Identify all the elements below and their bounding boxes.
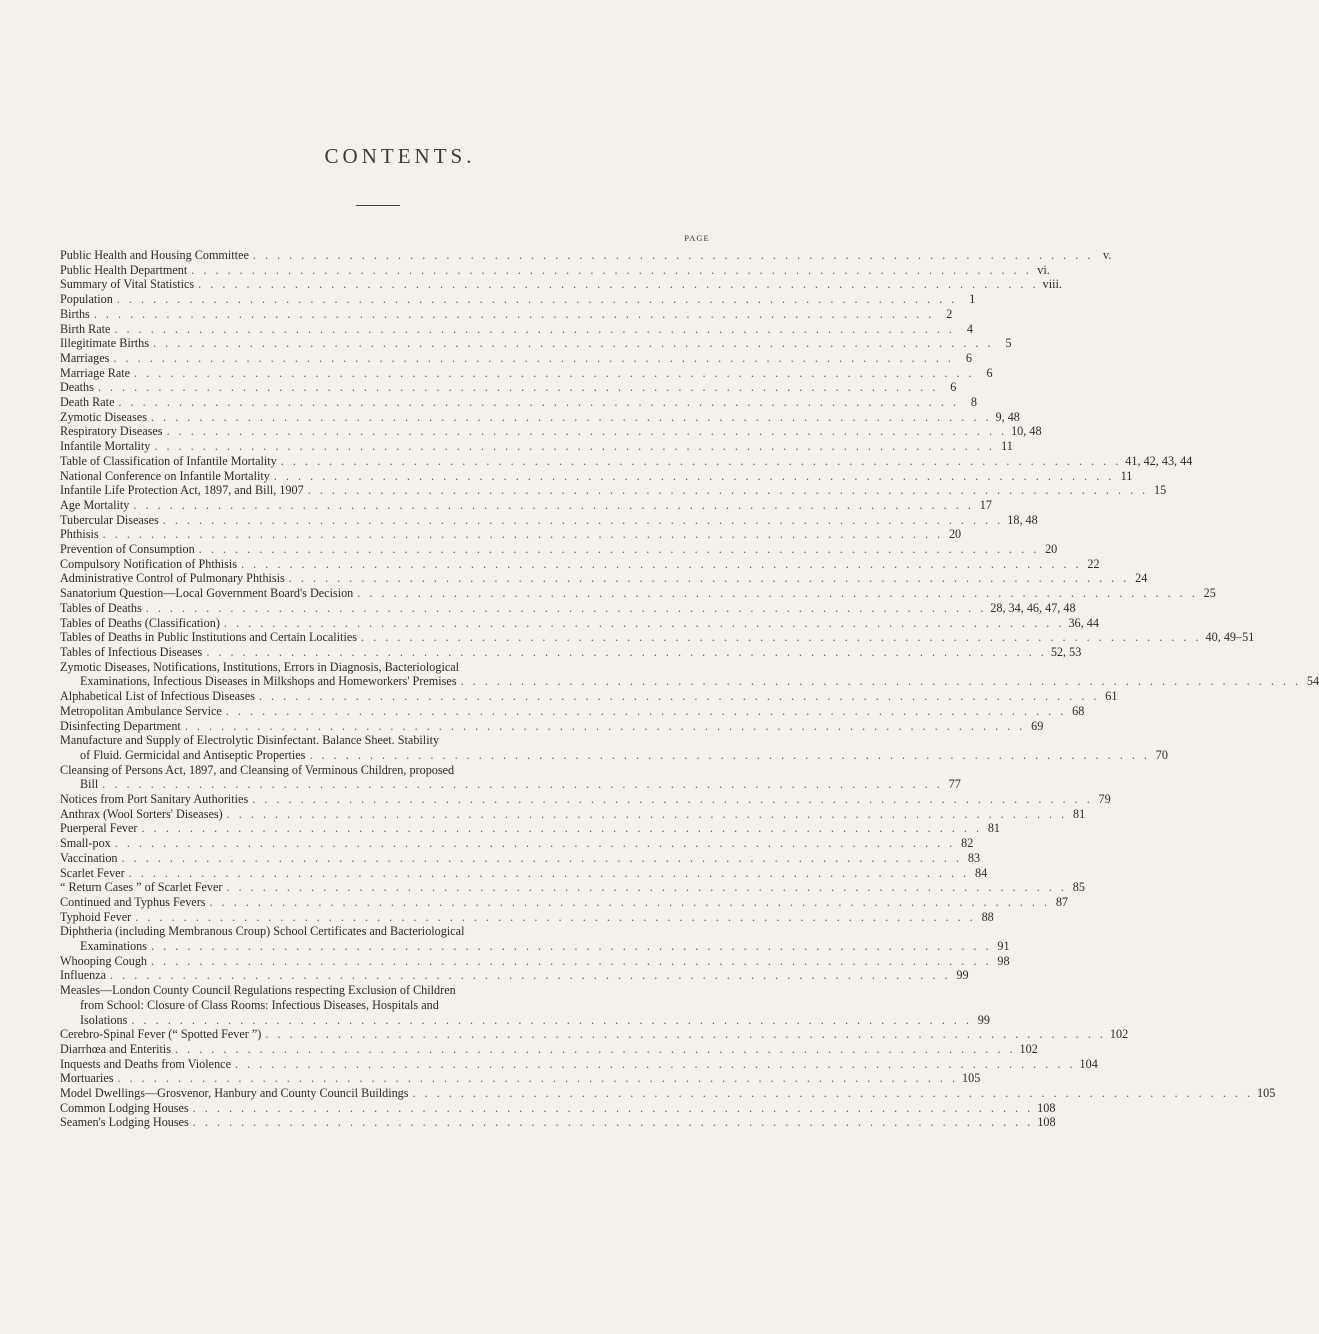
leader-dots: . . . . . . . . . . . . . . . . . . . . . . . . . . . . . . . . . . . . . . . . . . . . . . . . . . . . . . . . . . . . . . . . . . . . . . [241, 556, 1082, 571]
toc-entry [60, 762, 961, 792]
leader-dots: . . . . . . . . . . . . . . . . . . . . . . . . . . . . . . . . . . . . . . . . . . . . . . . . . . . . . . . . . . . . . . . . . . . . . . [198, 277, 1039, 292]
toc-entry-label: Compulsory Notification of Phthisis [60, 556, 238, 571]
toc-entry-page: 15 [1154, 483, 1167, 498]
leader-dots: . . . . . . . . . . . . . . . . . . . . . . . . . . . . . . . . . . . . . . . . . . . . . . . . . . . . . . . . . . . . . . . . . . . . . . [114, 321, 955, 336]
toc-entry-page: 87 [1055, 894, 1069, 909]
page-column-header: PAGE [684, 233, 710, 243]
toc-entry-label: Seamen's Lodging Houses [60, 1115, 189, 1130]
toc-entry-label: Model Dwellings—Grosvenor, Hanbury and County Council Buildings [60, 1086, 409, 1101]
leader-dots: . . . . . . . . . . . . . . . . . . . . . . . . . . . . . . . . . . . . . . . . . . . . . . . . . . . . . . . . . . . . . . . . . . . . . . [198, 542, 1040, 557]
toc-entry [60, 733, 1168, 762]
toc-entry [60, 468, 1133, 484]
toc-entry-page: 54 [1306, 674, 1319, 689]
toc-entry-page: 20 [948, 527, 962, 542]
leader-dots: . . . . . . . . . . . . . . . . . . . . . . . . . . . . . . . . . . . . . . . . . . . . . . . . . . . . . . . . . . . . . . . . . . . . . . [361, 630, 1202, 645]
toc-entry [60, 483, 1167, 498]
toc-entry-label: Puerperal Fever [60, 821, 138, 836]
toc-entry [60, 909, 994, 925]
toc-entry-label: Marriages [60, 350, 110, 365]
leader-dots: . . . . . . . . . . . . . . . . . . . . . . . . . . . . . . . . . . . . . . . . . . . . . . . . . . . . . . . . . . . . . . . . . . . . . . [192, 1115, 1034, 1130]
toc-entry-label: Population [60, 292, 113, 307]
toc-entry-page: 28, 34, 46, 47, 48 [990, 600, 1076, 615]
leader-dots: . . . . . . . . . . . . . . . . . . . . . . . . . . . . . . . . . . . . . . . . . . . . . . . . . . . . . . . . . . . . . . . . . . . . . . [460, 674, 1302, 689]
toc-entry [60, 924, 1010, 954]
toc-entry [60, 556, 1100, 572]
toc-entry-page: 25 [1203, 586, 1216, 601]
toc-entry-page: 99 [977, 1012, 990, 1027]
toc-entry-label: Deaths [60, 380, 94, 395]
toc-entry-label: Metropolitan Ambulance Service [60, 703, 222, 718]
leader-dots: . . . . . . . . . . . . . . . . . . . . . . . . . . . . . . . . . . . . . . . . . . . . . . . . . . . . . . . . . . . . . . . . . . . . . . [133, 497, 974, 512]
toc-entry-label: Administrative Control of Pulmonary Phthisis [60, 571, 285, 586]
toc-entry-label: Public Health Department [60, 262, 188, 277]
table-of-contents [60, 248, 1319, 1130]
toc-entry-page: 69 [1031, 718, 1044, 733]
leader-dots: . . . . . . . . . . . . . . . . . . . . . . . . . . . . . . . . . . . . . . . . . . . . . . . . . . . . . . . . . . . . . . . . . . . . . . [309, 747, 1150, 762]
toc-entry-page: 18, 48 [1007, 512, 1038, 527]
toc-entry [60, 306, 953, 322]
leader-dots: . . . . . . . . . . . . . . . . . . . . . . . . . . . . . . . . . . . . . . . . . . . . . . . . . . . . . . . . . . . . . . . . . . . . . . [151, 939, 992, 954]
toc-entry-page: 6 [986, 365, 993, 380]
toc-entry-label: Anthrax (Wool Sorters' Diseases) [60, 806, 223, 821]
toc-entry-page: 9, 48 [995, 409, 1020, 424]
page-title: CONTENTS. [324, 144, 476, 168]
toc-entry-page: 1 [969, 292, 976, 307]
toc-entry-label: Public Health and Housing Committee [60, 248, 249, 262]
toc-entry-page: 108 [1037, 1115, 1056, 1130]
toc-entry-page: 102 [1019, 1041, 1038, 1056]
toc-entry-label: National Conference on Infantile Mortality [60, 468, 270, 483]
toc-entry-label-line: Zymotic Diseases, Notifications, Institutions, Errors in Diagnosis, Bacteriological [60, 659, 460, 674]
toc-entry [60, 586, 1216, 601]
toc-entry [60, 292, 976, 307]
toc-entry-page: 41, 42, 43, 44 [1125, 453, 1193, 468]
toc-entry [60, 630, 1255, 645]
toc-entry-label-line: Examinations [80, 939, 148, 954]
toc-entry-label: Inquests and Deaths from Violence [60, 1056, 231, 1071]
toc-entry-label: Alphabetical List of Infectious Diseases [60, 689, 255, 704]
toc-entry [60, 321, 973, 337]
toc-entry [60, 615, 1099, 631]
toc-entry [60, 1100, 1056, 1116]
toc-entry-label: Scarlet Fever [60, 865, 125, 880]
toc-entry-label: Births [60, 306, 90, 321]
toc-entry-label-line: Cleansing of Persons Act, 1897, and Cleansing of Verminous Children, proposed [60, 762, 455, 777]
toc-entry-page: 82 [961, 836, 974, 851]
toc-entry [60, 718, 1044, 734]
toc-entry-label: Tables of Deaths in Public Institutions and Certain Localities [60, 630, 358, 645]
toc-entry [60, 1086, 1276, 1101]
leader-dots: . . . . . . . . . . . . . . . . . . . . . . . . . . . . . . . . . . . . . . . . . . . . . . . . . . . . . . . . . . . . . . . . . . . . . . [97, 380, 939, 395]
toc-entry-label: Notices from Port Sanitary Authorities [60, 792, 249, 807]
toc-entry-label-line: Measles—London County Council Regulations respecting Exclusion of Children [60, 983, 456, 998]
toc-entry-page: 22 [1087, 556, 1100, 571]
leader-dots: . . . . . . . . . . . . . . . . . . . . . . . . . . . . . . . . . . . . . . . . . . . . . . . . . . . . . . . . . . . . . . . . . . . . . . [134, 365, 975, 380]
toc-entry-page: 98 [997, 953, 1010, 968]
toc-entry-label: Illegitimate Births [60, 336, 150, 351]
toc-entry [60, 439, 1013, 454]
toc-entry [60, 395, 977, 410]
toc-entry-page: 81 [1073, 806, 1086, 821]
leader-dots: . . . . . . . . . . . . . . . . . . . . . . . . . . . . . . . . . . . . . . . . . . . . . . . . . . . . . . . . . . . . . . . . . . . . . . [154, 439, 995, 454]
toc-entry-label: Disinfecting Department [60, 718, 181, 733]
leader-dots: . . . . . . . . . . . . . . . . . . . . . . . . . . . . . . . . . . . . . . . . . . . . . . . . . . . . . . . . . . . . . . . . . . . . . . [145, 600, 987, 615]
toc-entry [60, 689, 1118, 704]
toc-entry [60, 512, 1038, 528]
toc-entry [60, 1041, 1038, 1057]
toc-entry-label: “ Return Cases ” of Scarlet Fever [60, 880, 223, 895]
toc-entry [60, 880, 1085, 895]
toc-entry [60, 350, 972, 366]
leader-dots: . . . . . . . . . . . . . . . . . . . . . . . . . . . . . . . . . . . . . . . . . . . . . . . . . . . . . . . . . . . . . . . . . . . . . . [141, 821, 983, 836]
toc-entry-page: 105 [1257, 1086, 1276, 1101]
toc-entry-page: 24 [1135, 571, 1148, 586]
toc-entry [60, 453, 1193, 469]
toc-entry-label: Sanatorium Question—Local Government Board's Decision [60, 586, 354, 601]
toc-entry-page: v. [1103, 248, 1112, 262]
toc-entry-label: Infantile Life Protection Act, 1897, and Bill, 1907 [60, 483, 304, 498]
toc-entry-label: Whooping Cough [60, 953, 148, 968]
leader-dots: . . . . . . . . . . . . . . . . . . . . . . . . . . . . . . . . . . . . . . . . . . . . . . . . . . . . . . . . . . . . . . . . . . . . . . [223, 615, 1065, 630]
leader-dots: . . . . . . . . . . . . . . . . . . . . . . . . . . . . . . . . . . . . . . . . . . . . . . . . . . . . . . . . . . . . . . . . . . . . . . [192, 1100, 1034, 1115]
toc-entry [60, 894, 1069, 910]
toc-entry-page: 68 [1072, 703, 1085, 718]
toc-entry [60, 365, 993, 381]
toc-entry [60, 865, 988, 881]
toc-entry [60, 850, 981, 866]
toc-entry-label: Cerebro-Spinal Fever (“ Spotted Fever ”) [60, 1027, 262, 1042]
toc-entry [60, 262, 1050, 278]
toc-entry-page: 102 [1109, 1027, 1129, 1042]
leader-dots: . . . . . . . . . . . . . . . . . . . . . . . . . . . . . . . . . . . . . . . . . . . . . . . . . . . . . . . . . . . . . . . . . . . . . . [102, 527, 944, 542]
toc-entry [60, 659, 1319, 689]
toc-entry-label-line: Bill [80, 777, 99, 792]
toc-entry-page: vi. [1037, 262, 1050, 277]
toc-entry [60, 953, 1010, 969]
toc-entry [60, 277, 1062, 292]
toc-entry [60, 1071, 981, 1086]
toc-entry-label: Tables of Infectious Diseases [60, 644, 203, 659]
toc-entry-page: 70 [1155, 747, 1168, 762]
toc-entry-page: 88 [981, 909, 994, 924]
toc-entry-page: 10, 48 [1011, 424, 1042, 439]
toc-entry-label: Birth Rate [60, 321, 111, 336]
toc-entry [60, 821, 1001, 836]
toc-entry-page: 40, 49–51 [1205, 630, 1255, 645]
leader-dots: . . . . . . . . . . . . . . . . . . . . . . . . . . . . . . . . . . . . . . . . . . . . . . . . . . . . . . . . . . . . . . . . . . . . . . [209, 894, 1051, 909]
toc-entry-label: Zymotic Diseases [60, 409, 147, 424]
toc-entry-label: Influenza [60, 968, 107, 983]
leader-dots: . . . . . . . . . . . . . . . . . . . . . . . . . . . . . . . . . . . . . . . . . . . . . . . . . . . . . . . . . . . . . . . . . . . . . . [175, 1041, 1016, 1056]
leader-dots: . . . . . . . . . . . . . . . . . . . . . . . . . . . . . . . . . . . . . . . . . . . . . . . . . . . . . . . . . . . . . . . . . . . . . . [206, 644, 1047, 659]
leader-dots: . . . . . . . . . . . . . . . . . . . . . . . . . . . . . . . . . . . . . . . . . . . . . . . . . . . . . . . . . . . . . . . . . . . . . . [265, 1027, 1106, 1042]
leader-dots: . . . . . . . . . . . . . . . . . . . . . . . . . . . . . . . . . . . . . . . . . . . . . . . . . . . . . . . . . . . . . . . . . . . . . . [118, 395, 959, 410]
toc-entry-label: Diarrhœa and Enteritis [60, 1041, 172, 1056]
leader-dots: . . . . . . . . . . . . . . . . . . . . . . . . . . . . . . . . . . . . . . . . . . . . . . . . . . . . . . . . . . . . . . . . . . . . . . [184, 718, 1026, 733]
toc-entry-label-line: Diphtheria (including Membranous Croup) School Certificates and Bacteriological [60, 924, 465, 939]
toc-entry-label: Tables of Deaths (Classification) [60, 615, 220, 630]
leader-dots: . . . . . . . . . . . . . . . . . . . . . . . . . . . . . . . . . . . . . . . . . . . . . . . . . . . . . . . . . . . . . . . . . . . . . . [252, 248, 1094, 262]
toc-entry [60, 1056, 1098, 1072]
toc-entry [60, 542, 1058, 557]
toc-entry-label: Infantile Mortality [60, 439, 151, 454]
toc-entry [60, 968, 969, 983]
leader-dots: . . . . . . . . . . . . . . . . . . . . . . . . . . . . . . . . . . . . . . . . . . . . . . . . . . . . . . . . . . . . . . . . . . . . . . [93, 306, 935, 321]
toc-entry [60, 644, 1082, 660]
leader-dots: . . . . . . . . . . . . . . . . . . . . . . . . . . . . . . . . . . . . . . . . . . . . . . . . . . . . . . . . . . . . . . . . . . . . . . [162, 512, 1004, 527]
toc-entry [60, 600, 1076, 616]
leader-dots: . . . . . . . . . . . . . . . . . . . . . . . . . . . . . . . . . . . . . . . . . . . . . . . . . . . . . . . . . . . . . . . . . . . . . . [412, 1086, 1254, 1101]
leader-dots: . . . . . . . . . . . . . . . . . . . . . . . . . . . . . . . . . . . . . . . . . . . . . . . . . . . . . . . . . . . . . . . . . . . . . . [113, 350, 954, 365]
toc-entry-label-line: Manufacture and Supply of Electrolytic Disinfectant. Balance Sheet. Stability [60, 733, 440, 748]
toc-entry-page: 52, 53 [1050, 644, 1082, 659]
toc-entry [60, 792, 1111, 807]
leader-dots: . . . . . . . . . . . . . . . . . . . . . . . . . . . . . . . . . . . . . . . . . . . . . . . . . . . . . . . . . . . . . . . . . . . . . . [280, 453, 1122, 468]
toc-entry-label: Vaccination [60, 850, 118, 865]
toc-entry-label: Tables of Deaths [60, 600, 142, 615]
toc-entry [60, 1115, 1056, 1130]
toc-entry-page: 6 [965, 350, 972, 365]
toc-entry-label-line: Isolations [80, 1012, 128, 1027]
toc-entry-label: Respiratory Diseases [60, 424, 163, 439]
toc-entry-label: Marriage Rate [60, 365, 131, 380]
leader-dots: . . . . . . . . . . . . . . . . . . . . . . . . . . . . . . . . . . . . . . . . . . . . . . . . . . . . . . . . . . . . . . . . . . . . . . [273, 468, 1115, 483]
leader-dots: . . . . . . . . . . . . . . . . . . . . . . . . . . . . . . . . . . . . . . . . . . . . . . . . . . . . . . . . . . . . . . . . . . . . . . [110, 968, 951, 983]
leader-dots: . . . . . . . . . . . . . . . . . . . . . . . . . . . . . . . . . . . . . . . . . . . . . . . . . . . . . . . . . . . . . . . . . . . . . . [121, 850, 963, 865]
leader-dots: . . . . . . . . . . . . . . . . . . . . . . . . . . . . . . . . . . . . . . . . . . . . . . . . . . . . . . . . . . . . . . . . . . . . . . [102, 777, 943, 792]
toc-entry [60, 1027, 1129, 1042]
toc-entry [60, 497, 992, 513]
toc-entry [60, 527, 962, 542]
toc-entry-page: 6 [950, 380, 957, 395]
leader-dots: . . . . . . . . . . . . . . . . . . . . . . . . . . . . . . . . . . . . . . . . . . . . . . . . . . . . . . . . . . . . . . . . . . . . . . [117, 1071, 958, 1086]
leader-dots: . . . . . . . . . . . . . . . . . . . . . . . . . . . . . . . . . . . . . . . . . . . . . . . . . . . . . . . . . . . . . . . . . . . . . . [128, 865, 970, 880]
leader-dots: . . . . . . . . . . . . . . . . . . . . . . . . . . . . . . . . . . . . . . . . . . . . . . . . . . . . . . . . . . . . . . . . . . . . . . [357, 586, 1198, 601]
toc-entry [60, 703, 1085, 719]
title-divider [356, 205, 400, 206]
leader-dots: . . . . . . . . . . . . . . . . . . . . . . . . . . . . . . . . . . . . . . . . . . . . . . . . . . . . . . . . . . . . . . . . . . . . . . [114, 836, 956, 851]
toc-entry-page: 11 [1120, 468, 1133, 483]
toc-entry-page: 85 [1072, 880, 1085, 895]
toc-entry-page: 104 [1079, 1056, 1098, 1071]
leader-dots: . . . . . . . . . . . . . . . . . . . . . . . . . . . . . . . . . . . . . . . . . . . . . . . . . . . . . . . . . . . . . . . . . . . . . . [226, 880, 1067, 895]
toc-entry-page: 8 [970, 395, 977, 410]
leader-dots: . . . . . . . . . . . . . . . . . . . . . . . . . . . . . . . . . . . . . . . . . . . . . . . . . . . . . . . . . . . . . . . . . . . . . . [288, 571, 1130, 586]
toc-entry-page: 20 [1045, 542, 1058, 557]
toc-entry-page: 17 [979, 497, 992, 512]
toc-entry-page: 11 [1001, 439, 1013, 454]
toc-entry-page: 79 [1098, 792, 1111, 807]
toc-entry-page: 61 [1105, 689, 1118, 704]
toc-entry [60, 424, 1042, 439]
toc-entry [60, 336, 1012, 351]
toc-entry-label: Table of Classification of Infantile Mortality [60, 453, 277, 468]
toc-entry-label: Prevention of Consumption [60, 542, 195, 557]
leader-dots: . . . . . . . . . . . . . . . . . . . . . . . . . . . . . . . . . . . . . . . . . . . . . . . . . . . . . . . . . . . . . . . . . . . . . . [252, 792, 1093, 807]
toc-entry [60, 380, 957, 395]
toc-entry-label: Tubercular Diseases [60, 512, 159, 527]
toc-entry-label: Typhoid Fever [60, 909, 132, 924]
toc-entry-label-line: from School: Closure of Class Rooms: Infectious Diseases, Hospitals and [80, 997, 439, 1012]
toc-entry-label: Common Lodging Houses [60, 1100, 189, 1115]
toc-entry-label-line: Examinations, Infectious Diseases in Milkshops and Homeworkers' Premises [80, 674, 457, 689]
toc-entry [60, 836, 974, 851]
leader-dots: . . . . . . . . . . . . . . . . . . . . . . . . . . . . . . . . . . . . . . . . . . . . . . . . . . . . . . . . . . . . . . . . . . . . . . [258, 689, 1100, 704]
toc-entry-label: Summary of Vital Statistics [60, 277, 195, 292]
toc-entry [60, 983, 990, 1027]
toc-entry [60, 409, 1020, 425]
toc-entry-page: 99 [956, 968, 969, 983]
toc-entry [60, 806, 1086, 822]
toc-entry-page: 91 [997, 939, 1010, 954]
toc-entry [60, 571, 1148, 586]
toc-entry-page: 83 [967, 850, 981, 865]
toc-entry-page: 5 [1005, 336, 1012, 351]
toc-entry-label: Mortuaries [60, 1071, 114, 1086]
toc-entry-label: Continued and Typhus Fevers [60, 894, 206, 909]
leader-dots: . . . . . . . . . . . . . . . . . . . . . . . . . . . . . . . . . . . . . . . . . . . . . . . . . . . . . . . . . . . . . . . . . . . . . . [166, 424, 1008, 439]
toc-entry-page: 84 [974, 865, 988, 880]
toc-entry-label: Phthisis [60, 527, 99, 542]
toc-entry-page: 4 [966, 321, 973, 336]
leader-dots: . . . . . . . . . . . . . . . . . . . . . . . . . . . . . . . . . . . . . . . . . . . . . . . . . . . . . . . . . . . . . . . . . . . . . . [226, 806, 1068, 821]
toc-entry-page: 36, 44 [1068, 615, 1099, 630]
toc-entry-page: 105 [962, 1071, 981, 1086]
toc-entry-page: 108 [1037, 1100, 1056, 1115]
toc-entry-page: 81 [987, 821, 1001, 836]
leader-dots: . . . . . . . . . . . . . . . . . . . . . . . . . . . . . . . . . . . . . . . . . . . . . . . . . . . . . . . . . . . . . . . . . . . . . . [225, 703, 1067, 718]
leader-dots: . . . . . . . . . . . . . . . . . . . . . . . . . . . . . . . . . . . . . . . . . . . . . . . . . . . . . . . . . . . . . . . . . . . . . . [153, 336, 994, 351]
toc-entry-page: viii. [1042, 277, 1062, 292]
leader-dots: . . . . . . . . . . . . . . . . . . . . . . . . . . . . . . . . . . . . . . . . . . . . . . . . . . . . . . . . . . . . . . . . . . . . . . [135, 909, 976, 924]
leader-dots: . . . . . . . . . . . . . . . . . . . . . . . . . . . . . . . . . . . . . . . . . . . . . . . . . . . . . . . . . . . . . . . . . . . . . . [151, 953, 992, 968]
toc-entry-label: Age Mortality [60, 497, 130, 512]
toc-entry [60, 248, 1112, 263]
toc-entry-page: 2 [946, 306, 953, 321]
toc-entry-page: 77 [948, 777, 961, 792]
leader-dots: . . . . . . . . . . . . . . . . . . . . . . . . . . . . . . . . . . . . . . . . . . . . . . . . . . . . . . . . . . . . . . . . . . . . . . [191, 262, 1032, 277]
leader-dots: . . . . . . . . . . . . . . . . . . . . . . . . . . . . . . . . . . . . . . . . . . . . . . . . . . . . . . . . . . . . . . . . . . . . . . [307, 483, 1149, 498]
leader-dots: . . . . . . . . . . . . . . . . . . . . . . . . . . . . . . . . . . . . . . . . . . . . . . . . . . . . . . . . . . . . . . . . . . . . . . [151, 409, 992, 424]
toc-entry-label: Death Rate [60, 395, 115, 410]
leader-dots: . . . . . . . . . . . . . . . . . . . . . . . . . . . . . . . . . . . . . . . . . . . . . . . . . . . . . . . . . . . . . . . . . . . . . . [116, 292, 958, 307]
leader-dots: . . . . . . . . . . . . . . . . . . . . . . . . . . . . . . . . . . . . . . . . . . . . . . . . . . . . . . . . . . . . . . . . . . . . . . [234, 1056, 1076, 1071]
leader-dots: . . . . . . . . . . . . . . . . . . . . . . . . . . . . . . . . . . . . . . . . . . . . . . . . . . . . . . . . . . . . . . . . . . . . . . [131, 1012, 972, 1027]
toc-entry-label: Small-pox [60, 836, 111, 851]
toc-entry-label-line: of Fluid. Germicidal and Antiseptic Properties [80, 747, 306, 762]
